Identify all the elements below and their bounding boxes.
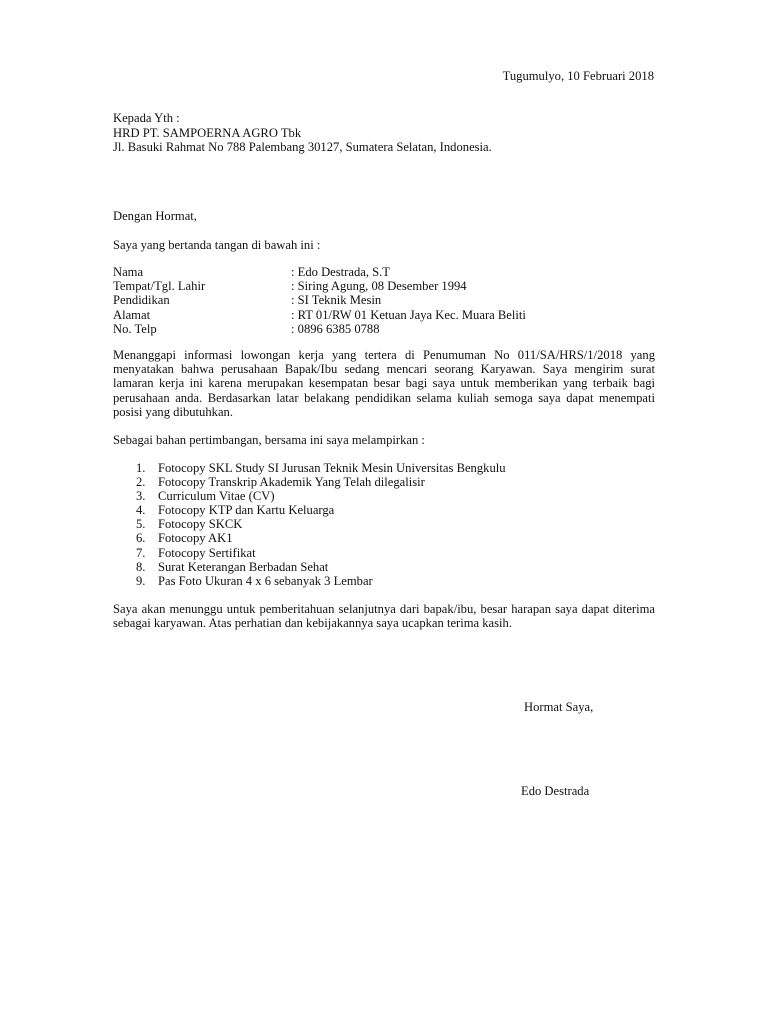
info-row-address [113, 308, 526, 322]
recipient-salutation: Kepada Yth : [113, 111, 180, 125]
list-text: Fotocopy KTP dan Kartu Keluarga [158, 503, 335, 518]
info-value: : SI Teknik Mesin [291, 293, 382, 308]
info-label: Pendidikan [113, 293, 170, 308]
list-number: 8. [136, 559, 146, 574]
info-value: : Edo Destrada, S.T [291, 265, 390, 279]
list-item [113, 546, 506, 560]
recipient-block [113, 111, 492, 155]
info-row-name [113, 265, 526, 279]
list-text: Surat Keterangan Berbadan Sehat [158, 559, 329, 574]
place-date: Tugumulyo, 10 Februari 2018 [502, 69, 654, 83]
greeting: Dengan Hormat, [113, 209, 197, 223]
info-value: : 0896 6385 0788 [291, 321, 380, 336]
list-text: Pas Foto Ukuran 4 x 6 sebanyak 3 Lembar [158, 573, 373, 588]
body-paragraph-1: Menanggapi informasi lowongan kerja yang tertera di Penumuman No 011/SA/HRS/1/2018 yang menyatakan bahwa perusahaan Bapak/Ibu sedang mencari seorang Karyawan. Saya mengirim surat lamaran kerja ini karena merupakan kesempatan besar bagi saya untuk memberikan yang terbaik bagi perusahaan anda. Berdasarkan latar belakang pendidikan selama kuliah semoga saya dapat menempati posisi yang dibutuhkan. [113, 348, 655, 419]
list-item [113, 489, 506, 503]
info-label: Nama [113, 265, 144, 279]
list-number: 2. [136, 475, 146, 490]
signature-name: Edo Destrada [521, 784, 590, 798]
list-item [113, 560, 506, 574]
recipient-address: Jl. Basuki Rahmat No 788 Palembang 30127, Sumatera Selatan, Indonesia. [113, 140, 492, 154]
body-paragraph-2: Saya akan menunggu untuk pemberitahuan selanjutnya dari bapak/ibu, besar harapan saya dapat diterima sebagai karyawan. Atas perhatian dan kebijakannya saya ucapkan terima kasih. [113, 602, 655, 631]
info-label: Tempat/Tgl. Lahir [113, 279, 206, 294]
list-item [113, 517, 506, 531]
list-number: 6. [136, 531, 146, 546]
list-text: Fotocopy Transkrip Akademik Yang Telah dilegalisir [158, 475, 425, 490]
closing-salutation: Hormat Saya, [524, 700, 594, 714]
intro-line: Saya yang bertanda tangan di bawah ini : [113, 238, 321, 252]
list-item [113, 475, 506, 489]
list-text: Curriculum Vitae (CV) [158, 489, 275, 504]
info-row-education [113, 293, 526, 307]
attachment-list [113, 461, 506, 588]
list-number: 7. [136, 545, 146, 560]
list-item [113, 574, 506, 588]
list-item [113, 531, 506, 545]
list-number: 3. [136, 489, 146, 504]
list-item [113, 461, 506, 475]
applicant-info [113, 265, 526, 336]
info-value: : Siring Agung, 08 Desember 1994 [291, 279, 467, 294]
list-text: Fotocopy Sertifikat [158, 545, 256, 560]
info-row-birth [113, 279, 526, 293]
list-number: 4. [136, 503, 146, 518]
info-value: : RT 01/RW 01 Ketuan Jaya Kec. Muara Beliti [291, 307, 526, 322]
info-label: No. Telp [113, 321, 157, 336]
list-text: Fotocopy AK1 [158, 531, 233, 546]
recipient-company: HRD PT. SAMPOERNA AGRO Tbk [113, 125, 302, 140]
attachment-intro: Sebagai bahan pertimbangan, bersama ini saya melampirkan : [113, 433, 425, 447]
list-number: 1. [136, 461, 146, 475]
list-text: Fotocopy SKCK [158, 517, 243, 532]
list-text: Fotocopy SKL Study SI Jurusan Teknik Mesin Universitas Bengkulu [158, 461, 506, 475]
info-row-phone [113, 322, 526, 336]
list-item [113, 503, 506, 517]
list-number: 9. [136, 573, 146, 588]
list-number: 5. [136, 517, 146, 532]
info-label: Alamat [113, 307, 151, 322]
